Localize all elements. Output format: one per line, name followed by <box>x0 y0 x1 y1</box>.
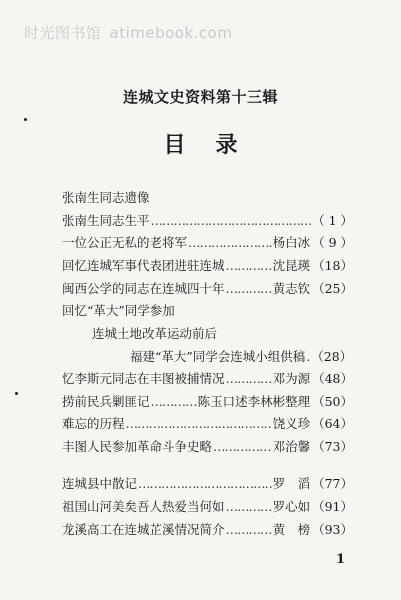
entry-title: 难忘的历程 <box>62 416 125 431</box>
entry-title: 连城县中散记 <box>62 476 138 491</box>
entry-page: （91） <box>312 499 353 514</box>
toc-entry <box>62 437 353 457</box>
entry-author: 杨白冰 <box>272 235 311 250</box>
entry-title: 一位公正无私的老将军 <box>62 235 188 250</box>
scan-speck <box>15 392 18 395</box>
dot-leader <box>151 392 197 412</box>
entry-title: 闽西公学的同志在连城四十年 <box>62 281 225 296</box>
entry-author: 沈昆瑛 <box>272 258 311 273</box>
toc-entry-attribution <box>130 347 353 367</box>
dot-leader <box>226 497 272 517</box>
entry-title: 忆李斯元同志在丰图被捕情况 <box>62 371 225 386</box>
toc-entry <box>62 497 353 517</box>
dot-leader <box>226 520 272 540</box>
entry-author: 饶义珍 <box>272 416 311 431</box>
scan-speck <box>24 118 27 121</box>
entry-title: 张南生同志生平 <box>62 213 150 228</box>
entry-author: 罗心如 <box>272 499 311 514</box>
entry-title: 福建“革大”同学会连城小组供稿 <box>130 349 306 364</box>
toc-entry: 张南生同志遗像 <box>62 190 150 205</box>
toc-entry <box>62 474 353 494</box>
entry-page: （50） <box>312 394 353 409</box>
entry-title: 龙溪高工在连城芷溪情况简介 <box>62 522 225 537</box>
entry-page: （25） <box>312 281 353 296</box>
spacer <box>306 347 310 367</box>
dot-leader <box>138 474 272 494</box>
entry-title: 捞前民兵剿匪记 <box>62 394 150 409</box>
dot-leader <box>226 279 272 299</box>
entry-author: 陈玉口述李林彬整理 <box>197 394 311 409</box>
watermark-url: atimebook.com <box>109 24 233 42</box>
entry-author: 邓治馨 <box>272 439 311 454</box>
toc-entry <box>62 279 353 299</box>
entry-title: 回忆连城军事代表团进驻连城 <box>62 258 225 273</box>
entry-author: 罗 滔 <box>272 476 311 491</box>
entry-page: （73） <box>312 439 353 454</box>
toc-entry <box>62 256 353 276</box>
entry-page: （64） <box>312 416 353 431</box>
entry-page: （48） <box>312 371 353 386</box>
entry-author: 邓为源 <box>272 371 311 386</box>
series-title: 连城文史资料第十三辑 <box>122 88 278 106</box>
dot-leader <box>226 256 272 276</box>
toc-entry <box>62 369 353 389</box>
dot-leader <box>213 437 272 457</box>
toc-entry <box>62 414 353 434</box>
toc-entry: 回忆“革大”同学参加 <box>62 303 175 318</box>
watermark <box>24 22 232 43</box>
entry-page: （18） <box>312 258 353 273</box>
toc-entry <box>62 211 353 231</box>
toc-entry-continued: 连城土地改革运动前后 <box>92 326 218 341</box>
dot-leader <box>226 369 272 389</box>
entry-page: （ 9 ） <box>312 235 353 250</box>
entry-author: 黄 榜 <box>272 522 311 537</box>
toc-entry <box>62 233 353 253</box>
dot-leader <box>188 233 272 253</box>
toc-entry <box>62 392 353 412</box>
entry-title: 丰图人民参加革命斗争史略 <box>62 439 213 454</box>
entry-title: 祖国山河美矣吾人热爱当何如 <box>62 499 225 514</box>
page-number: 1 <box>336 552 346 567</box>
entry-page: （ 1 ） <box>312 213 353 228</box>
dot-leader <box>126 414 272 434</box>
entry-page: （77） <box>312 476 353 491</box>
toc-entry <box>62 520 353 540</box>
entry-author: 黄志钦 <box>272 281 311 296</box>
watermark-cn: 时光图书馆 <box>24 24 102 42</box>
dot-leader <box>151 211 312 231</box>
toc-heading: 目录 <box>163 132 268 158</box>
entry-page: （28） <box>311 349 353 364</box>
entry-page: （93） <box>312 522 353 537</box>
